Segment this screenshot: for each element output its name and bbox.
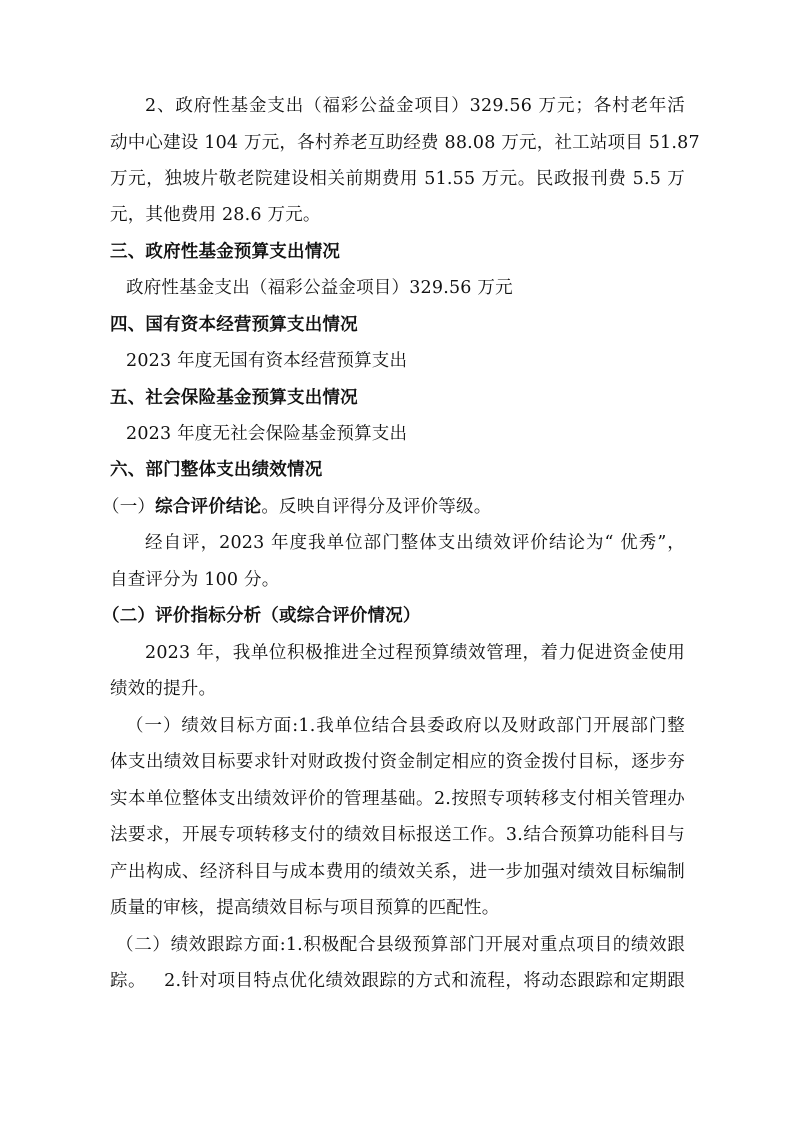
subsection-line xyxy=(102,489,491,525)
paragraph-line: 政府性基金支出（福彩公益金项目）329.56 万元 xyxy=(126,278,513,298)
paragraph-line: （一）绩效目标方面:1.我单位结合县委政府以及财政部门开展部门整 xyxy=(126,716,685,736)
section-heading: 五、社会保险基金预算支出情况 xyxy=(110,388,358,408)
paragraph-line: 绩效的提升。 xyxy=(110,679,217,699)
paragraph-line: 踪。 2.针对项目特点优化绩效跟踪的方式和流程，将动态跟踪和定期跟 xyxy=(110,971,685,991)
subsection-title: 综合评价结论 xyxy=(155,497,262,517)
section-heading: （二）评价指标分析（或综合评价情况） xyxy=(102,606,421,626)
paragraph-line: 2023 年，我单位积极推进全过程预算绩效管理，着力促进资金使用 xyxy=(145,643,685,663)
subsection-description: 。反映自评得分及评价等级。 xyxy=(261,497,492,517)
paragraph-line: 质量的审核，提高绩效目标与项目预算的匹配性。 xyxy=(110,898,500,918)
paragraph-line: 2023 年度无社会保险基金预算支出 xyxy=(126,424,408,444)
paragraph-line: 2023 年度无国有资本经营预算支出 xyxy=(126,351,408,371)
paragraph-line: 自查评分为 100 分。 xyxy=(110,570,280,590)
paragraph-line: 元，其他费用 28.6 万元。 xyxy=(110,205,321,225)
paragraph-line: 动中心建设 104 万元，各村养老互助经费 88.08 万元，社工站项目 51.87 xyxy=(110,133,700,153)
paragraph-line: 实本单位整体支出绩效评价的管理基础。2.按照专项转移支付相关管理办 xyxy=(110,789,685,809)
paragraph-line: 2、政府性基金支出（福彩公益金项目）329.56 万元；各村老年活 xyxy=(145,96,685,116)
paragraph-line: 体支出绩效目标要求针对财政拨付资金制定相应的资金拨付目标，逐步夯 xyxy=(110,752,685,772)
subsection-number: （一） xyxy=(102,497,156,517)
paragraph-line: 经自评，2023 年度我单位部门整体支出绩效评价结论为“ 优秀”， xyxy=(145,533,685,553)
paragraph-line: 产出构成、经济科目与成本费用的绩效关系，进一步加强对绩效目标编制 xyxy=(110,862,685,882)
paragraph-line: （二）绩效跟踪方面:1.积极配合县级预算部门开展对重点项目的绩效跟 xyxy=(116,935,685,955)
section-heading: 六、部门整体支出绩效情况 xyxy=(110,460,323,480)
paragraph-line: 法要求，开展专项转移支付的绩效目标报送工作。3.结合预算功能科目与 xyxy=(110,825,685,845)
section-heading: 三、政府性基金预算支出情况 xyxy=(110,242,341,262)
paragraph-line: 万元，独坡片敬老院建设相关前期费用 51.55 万元。民政报刊费 5.5 万 xyxy=(110,169,685,189)
section-heading: 四、国有资本经营预算支出情况 xyxy=(110,315,358,335)
